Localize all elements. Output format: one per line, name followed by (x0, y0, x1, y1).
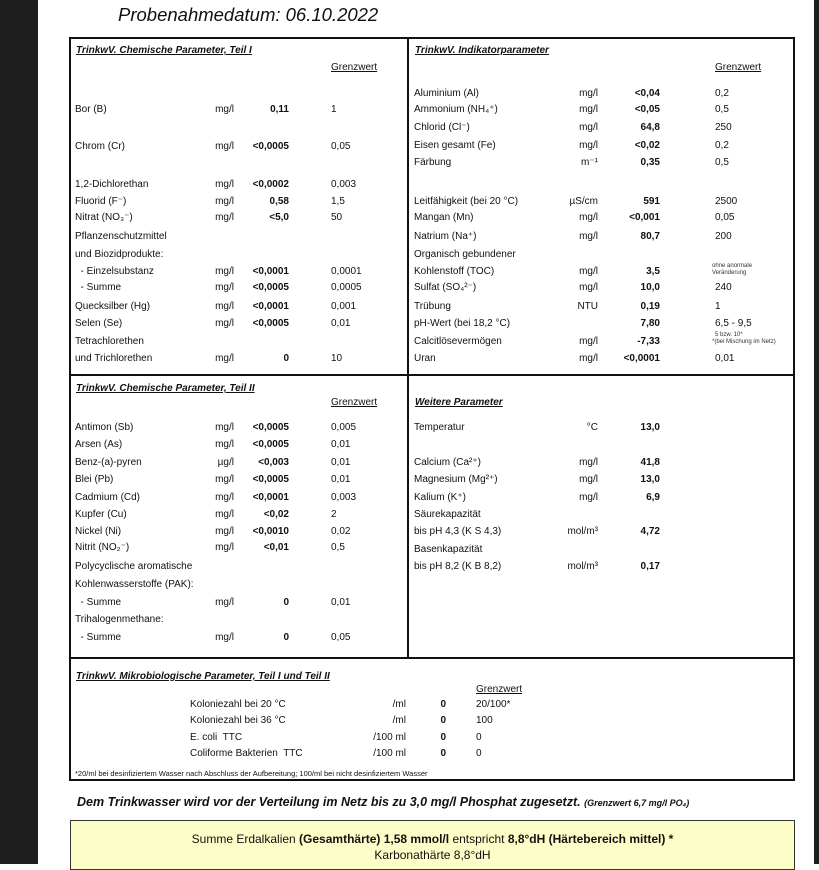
parameter-name: Chlorid (Cl⁻) (414, 122, 470, 133)
measured-value: <0,0010 (252, 526, 289, 537)
measured-value: 41,8 (640, 457, 660, 468)
limit-value: 0,003 (331, 179, 357, 190)
table-row (0, 542, 819, 558)
parameter-name: Chrom (Cr) (75, 141, 125, 152)
unit: mg/l (579, 104, 598, 115)
measured-value: <0,0001 (252, 492, 289, 503)
phosphate-limit: (Grenzwert 6,7 mg/l PO₄) (584, 798, 690, 808)
parameter-name: Nitrat (NO₃⁻) (75, 212, 133, 223)
table-row (0, 730, 819, 746)
toc-note-line2: Veränderung (712, 270, 747, 276)
unit: /ml (392, 699, 406, 710)
parameter-name: Kalium (K⁺) (414, 492, 466, 503)
unit: /100 ml (373, 732, 406, 743)
hardness-summary-box (70, 820, 795, 870)
micro-footnote: *20/ml bei desinfiziertem Wasser nach Abschluss der Aufbereitung; 100/ml bei nicht desinfiziertem Wasser (75, 769, 428, 778)
table-row (0, 713, 819, 729)
unit: mg/l (215, 282, 234, 293)
measured-value: 80,7 (640, 231, 660, 242)
parameter-name: Calcium (Ca²⁺) (414, 457, 481, 468)
measured-value: 0,19 (640, 301, 660, 312)
measured-value: <0,01 (263, 542, 289, 553)
unit: mg/l (215, 526, 234, 537)
section-title-micro: TrinkwV. Mikrobiologische Parameter, Teil I und Teil II (76, 671, 330, 682)
unit: mg/l (579, 457, 598, 468)
limit-header-micro: Grenzwert (476, 684, 523, 695)
hardness-connector: entspricht (449, 832, 508, 846)
parameter-name: - Summe (75, 282, 122, 293)
parameter-name: - Summe (75, 597, 122, 608)
limit-header-chem1: Grenzwert (331, 62, 378, 73)
unit: mg/l (215, 301, 234, 312)
parameter-name: - Summe (75, 632, 122, 643)
parameter-name: Tetrachlorethen (75, 336, 144, 347)
phosphate-text: Dem Trinkwasser wird vor der Verteilung im Netz bis zu 3,0 mg/l Phosphat zugesetzt. (77, 795, 581, 809)
measured-value: 591 (643, 196, 660, 207)
section-title-chem1: TrinkwV. Chemische Parameter, Teil I (76, 45, 252, 56)
limit-value: 0,05 (331, 141, 351, 152)
measured-value: 0 (440, 715, 446, 726)
unit: mg/l (215, 212, 234, 223)
parameter-name: Magnesium (Mg²⁺) (414, 474, 498, 485)
table-row (0, 746, 819, 762)
phosphate-note (77, 795, 689, 809)
measured-value: 0,35 (640, 157, 660, 168)
limit-value: 0,01 (331, 597, 351, 608)
measured-value: 10,0 (640, 282, 660, 293)
unit: mol/m³ (567, 526, 598, 537)
limit-value: 0,01 (331, 474, 351, 485)
parameter-name: Natrium (Na⁺) (414, 231, 477, 242)
table-row (0, 559, 819, 575)
page-title: Probenahmedatum: 06.10.2022 (118, 4, 379, 25)
table-row (0, 490, 819, 506)
limit-value: 0,005 (331, 422, 357, 433)
unit: mol/m³ (567, 561, 598, 572)
unit: mg/l (215, 179, 234, 190)
measured-value: 4,72 (640, 526, 660, 537)
measured-value: 7,80 (640, 318, 660, 329)
limit-value: 1,5 (331, 196, 345, 207)
parameter-name: Fluorid (F⁻) (75, 196, 127, 207)
calcit-note-line2: *(bei Mischung im Netz) (712, 339, 776, 345)
measured-value: <0,0002 (252, 179, 289, 190)
unit: mg/l (215, 318, 234, 329)
measured-value: <0,02 (263, 509, 289, 520)
parameter-name: Uran (414, 353, 436, 364)
table-row (0, 194, 819, 210)
measured-value: <5,0 (269, 212, 289, 223)
measured-value: <0,0001 (623, 353, 660, 364)
limit-value: 100 (476, 715, 493, 726)
measured-value: <0,0005 (252, 422, 289, 433)
table-row (0, 102, 819, 118)
table-row (0, 86, 819, 102)
unit: mg/l (215, 104, 234, 115)
table-row (0, 420, 819, 436)
limit-value: 0,01 (331, 439, 351, 450)
limit-value: 0,01 (331, 457, 351, 468)
limit-value: 240 (715, 282, 732, 293)
unit: /100 ml (373, 748, 406, 759)
unit: µg/l (217, 457, 234, 468)
measured-value: -7,33 (637, 336, 660, 347)
table-row (0, 595, 819, 611)
parameter-name: Färbung (414, 157, 452, 168)
parameter-name: Cadmium (Cd) (75, 492, 141, 503)
parameter-name: Mangan (Mn) (414, 212, 474, 223)
parameter-name: Pflanzenschutzmittel (75, 231, 167, 242)
limit-value: 0,05 (715, 212, 735, 223)
unit: mg/l (215, 474, 234, 485)
parameter-name: Antimon (Sb) (75, 422, 134, 433)
parameter-name: pH-Wert (bei 18,2 °C) (414, 318, 511, 329)
parameter-name: Polycyclische aromatische (75, 561, 193, 572)
measured-value: 0 (283, 353, 289, 364)
table-row (0, 334, 819, 350)
parameter-name: und Trichlorethen (75, 353, 153, 364)
table-row (0, 155, 819, 171)
limit-value: 50 (331, 212, 343, 223)
unit: mg/l (215, 492, 234, 503)
parameter-name: Nickel (Ni) (75, 526, 122, 537)
table-row (0, 577, 819, 593)
unit: mg/l (579, 88, 598, 99)
parameter-name: Temperatur (414, 422, 465, 433)
limit-value: 0,01 (331, 318, 351, 329)
measured-value: <0,02 (634, 140, 660, 151)
measured-value: <0,0005 (252, 439, 289, 450)
measured-value: 0 (440, 732, 446, 743)
limit-value: 20/100* (476, 699, 511, 710)
limit-header-chem2: Grenzwert (331, 397, 378, 408)
unit: mg/l (215, 439, 234, 450)
limit-value: 0,5 (715, 157, 729, 168)
limit-value: 2 (331, 509, 337, 520)
parameter-name: Organisch gebundener (414, 249, 516, 260)
unit: mg/l (579, 122, 598, 133)
hardness-dh-value: 8,8°dH (Härtebereich mittel) * (507, 832, 674, 846)
unit: mg/l (579, 266, 598, 277)
measured-value: <0,04 (634, 88, 660, 99)
limit-value: 0,5 (715, 104, 729, 115)
measured-value: <0,0005 (252, 318, 289, 329)
measured-value: 0,58 (269, 196, 289, 207)
row-divider-1 (69, 374, 795, 376)
limit-value: 0,01 (715, 353, 735, 364)
hardness-line-1 (71, 831, 794, 847)
table-row (0, 280, 819, 296)
measured-value: <0,0001 (252, 266, 289, 277)
section-title-indikator: TrinkwV. Indikatorparameter (415, 45, 549, 56)
unit: mg/l (215, 141, 234, 152)
table-row (0, 437, 819, 453)
table-row (0, 299, 819, 315)
unit: mg/l (579, 353, 598, 364)
parameter-name: - Einzelsubstanz (75, 266, 154, 277)
parameter-name: Bor (B) (75, 104, 107, 115)
unit: mg/l (215, 266, 234, 277)
total-hardness-value: (Gesamthärte) 1,58 mmol/l (299, 832, 450, 846)
measured-value: 0,17 (640, 561, 660, 572)
hardness-label: Summe Erdalkalien (191, 832, 300, 846)
parameter-name: Sulfat (SO₄²⁻) (414, 282, 477, 293)
parameter-name: Säurekapazität (414, 509, 481, 520)
parameter-name: 1,2-Dichlorethan (75, 179, 149, 190)
parameter-name: E. coli TTC (190, 732, 243, 743)
unit: mg/l (215, 542, 234, 553)
parameter-name: Trihalogenmethane: (75, 614, 164, 625)
measured-value: 13,0 (640, 474, 660, 485)
table-row (0, 264, 819, 280)
unit: mg/l (579, 231, 598, 242)
table-row (0, 630, 819, 646)
parameter-name: Leitfähigkeit (bei 20 °C) (414, 196, 519, 207)
parameter-name: Koloniezahl bei 36 °C (190, 715, 286, 726)
limit-value: 0,003 (331, 492, 357, 503)
measured-value: <0,0005 (252, 474, 289, 485)
parameter-name: bis pH 4,3 (K S 4,3) (414, 526, 502, 537)
limit-value: 0 (476, 748, 482, 759)
toc-note-line1: ohne anormale (712, 263, 753, 269)
measured-value: 0 (283, 632, 289, 643)
section-title-weitere: Weitere Parameter (415, 397, 503, 408)
unit: mg/l (579, 336, 598, 347)
unit: mg/l (215, 353, 234, 364)
parameter-name: Kupfer (Cu) (75, 509, 127, 520)
parameter-name: Quecksilber (Hg) (75, 301, 151, 312)
parameter-name: Blei (Pb) (75, 474, 114, 485)
parameter-name: Kohlenwasserstoffe (PAK): (75, 579, 194, 590)
limit-value: 10 (331, 353, 343, 364)
limit-value: 1 (715, 301, 721, 312)
section-title-chem2: TrinkwV. Chemische Parameter, Teil II (76, 383, 255, 394)
table-row (0, 697, 819, 713)
unit: µS/cm (569, 196, 598, 207)
limit-value: 0,2 (715, 140, 729, 151)
limit-value: 1 (331, 104, 337, 115)
parameter-name: Aluminium (Al) (414, 88, 480, 99)
unit: mg/l (215, 422, 234, 433)
measured-value: <0,05 (634, 104, 660, 115)
unit: m⁻¹ (581, 157, 598, 168)
limit-value: 0,0005 (331, 282, 362, 293)
limit-value: 250 (715, 122, 732, 133)
unit: °C (586, 422, 598, 433)
unit: NTU (577, 301, 598, 312)
parameter-name: Ammonium (NH₄⁺) (414, 104, 498, 115)
parameter-name: und Biozidprodukte: (75, 249, 164, 260)
table-row (0, 229, 819, 245)
measured-value: 3,5 (646, 266, 660, 277)
unit: mg/l (579, 492, 598, 503)
limit-value: 2500 (715, 196, 738, 207)
table-row (0, 524, 819, 540)
measured-value: <0,001 (629, 212, 660, 223)
unit: /ml (392, 715, 406, 726)
carbonate-hardness: Karbonathärte 8,8°dH (374, 848, 491, 862)
measured-value: 13,0 (640, 422, 660, 433)
table-row (0, 247, 819, 263)
parameter-name: Kohlenstoff (TOC) (414, 266, 495, 277)
parameter-name: Koloniezahl bei 20 °C (190, 699, 286, 710)
table-row (0, 351, 819, 367)
measured-value: 0 (440, 699, 446, 710)
table-row (0, 507, 819, 523)
unit: mg/l (215, 196, 234, 207)
calcit-note-line1: 5 bzw. 10* (715, 332, 743, 338)
unit: mg/l (215, 597, 234, 608)
unit: mg/l (579, 212, 598, 223)
parameter-name: Calcitlösevermögen (414, 336, 502, 347)
limit-value: 0,2 (715, 88, 729, 99)
measured-value: <0,0001 (252, 301, 289, 312)
parameter-name: Benz-(a)-pyren (75, 457, 142, 468)
parameter-name: Basenkapazität (414, 544, 483, 555)
parameter-name: bis pH 8,2 (K B 8,2) (414, 561, 502, 572)
limit-value: 6,5 - 9,5 (715, 318, 752, 329)
limit-value: 0,0001 (331, 266, 362, 277)
measured-value: 0 (283, 597, 289, 608)
measured-value: 0,11 (270, 104, 289, 115)
parameter-name: Arsen (As) (75, 439, 123, 450)
limit-value: 200 (715, 231, 732, 242)
unit: mg/l (579, 140, 598, 151)
parameter-name: Nitrit (NO₂⁻) (75, 542, 130, 553)
measured-value: <0,0005 (252, 141, 289, 152)
table-row (0, 316, 819, 332)
limit-header-indikator: Grenzwert (715, 62, 762, 73)
limit-value: 0 (476, 732, 482, 743)
measured-value: <0,003 (258, 457, 289, 468)
unit: mg/l (579, 474, 598, 485)
table-row (0, 210, 819, 226)
row-divider-2 (69, 657, 795, 659)
limit-value: 0,001 (331, 301, 357, 312)
measured-value: 6,9 (646, 492, 660, 503)
parameter-name: Trübung (414, 301, 451, 312)
limit-value: 0,5 (331, 542, 345, 553)
table-row (0, 138, 819, 154)
measured-value: 64,8 (640, 122, 660, 133)
table-row (0, 177, 819, 193)
parameter-name: Coliforme Bakterien TTC (190, 748, 303, 759)
measured-value: 0 (440, 748, 446, 759)
unit: mg/l (215, 632, 234, 643)
table-row (0, 120, 819, 136)
parameter-name: Selen (Se) (75, 318, 123, 329)
unit: mg/l (579, 282, 598, 293)
measured-value: <0,0005 (252, 282, 289, 293)
limit-value: 0,02 (331, 526, 351, 537)
parameter-name: Eisen gesamt (Fe) (414, 140, 496, 151)
table-row (0, 455, 819, 471)
unit: mg/l (215, 509, 234, 520)
table-row (0, 472, 819, 488)
table-row (0, 612, 819, 628)
limit-value: 0,05 (331, 632, 351, 643)
